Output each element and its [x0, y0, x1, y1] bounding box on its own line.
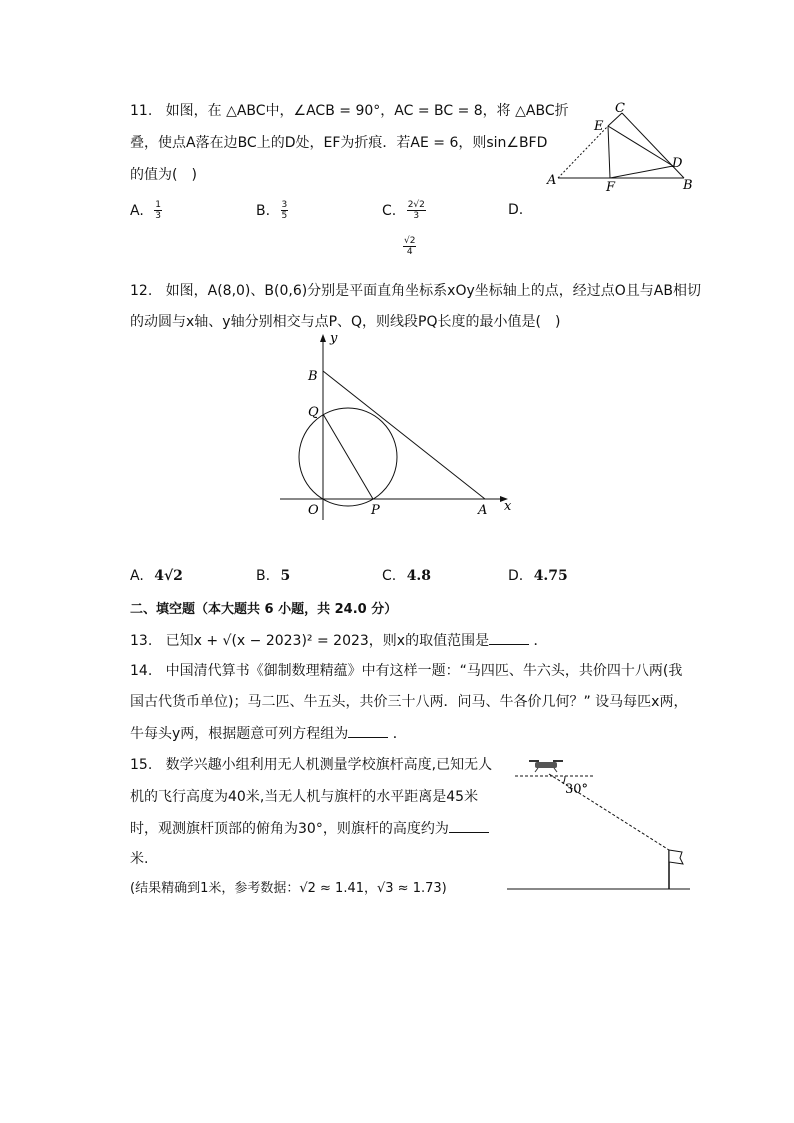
q13-number: 13.: [130, 633, 153, 649]
q12-label-x: x: [504, 499, 512, 514]
q12-label-o: O: [308, 503, 319, 518]
q11-option-a[interactable]: A. $\frac{1}{3}$: [130, 200, 161, 221]
q11-option-c[interactable]: C. $\frac{2√2}{3}$: [382, 200, 425, 221]
q12-option-b[interactable]: B. 5: [256, 568, 291, 584]
q11-label-f: F: [606, 180, 616, 195]
q12-text-2: 的动圆与x轴、y轴分别相交与点P、Q，则线段PQ长度的最小值是( ): [130, 314, 561, 330]
q12-option-b-value: 5: [280, 568, 291, 584]
q15-text-2: 机的飞行高度为40米,当无人机与旗杆的水平距离是45米: [130, 789, 479, 805]
q12-option-d-value: 4.75: [533, 568, 568, 584]
q15-angle-label: 30°: [565, 782, 589, 797]
q11-option-c-fraction: $\frac{2√2}{3}$: [407, 200, 425, 221]
q15-text-3: 时，观测旗杆顶部的俯角为30°，则旗杆的高度约为: [130, 821, 449, 837]
q15-line1: [130, 755, 492, 775]
q14-number: 14.: [130, 663, 153, 679]
q12-figure: [278, 330, 518, 520]
q14-text-2: 国古代货币单位)；马二匹、牛五头，共价三十八两．问马、牛各价几何？” 设马每匹x两，: [130, 694, 688, 710]
q11-label-b: B: [683, 178, 693, 193]
q15-answer-blank[interactable]: [449, 818, 489, 833]
q11-option-d[interactable]: D.: [508, 202, 524, 218]
q12-text-1: 如图，A(8,0)、B(0,6)分别是平面直角坐标系xOy坐标轴上的点，经过点O且与AB相切: [165, 283, 701, 299]
q12-line1: [130, 281, 701, 301]
q11-text-2: 叠，使点A落在边BC上的D处，EF为折痕．若AE = 6，则sin∠BFD: [130, 135, 548, 151]
q15-line3: [130, 818, 489, 839]
q12-label-y: y: [330, 331, 338, 346]
q12-label-b: B: [308, 369, 318, 384]
q11-label-a: A: [547, 173, 557, 188]
q11-label-d: D: [672, 156, 683, 171]
q12-option-c[interactable]: C. 4.8: [382, 568, 432, 584]
q12-option-a[interactable]: A. 4√2: [130, 568, 183, 584]
q15-number: 15.: [130, 757, 153, 773]
q14-line3: 牛每头y两，根据题意可列方程组为 ．: [130, 723, 407, 744]
q13-line: 13. 已知x + √(x − 2023)² = 2023，则x的取值范围是 ．: [130, 630, 548, 651]
q13-answer-blank[interactable]: [489, 630, 529, 645]
q11-line1: [130, 101, 569, 121]
q13-text: 已知x + √(x − 2023)² = 2023，则x的取值范围是: [165, 633, 490, 649]
drone-icon: [529, 761, 563, 772]
q11-text-3: 的值为( ): [130, 167, 197, 183]
q11-option-a-fraction: $\frac{1}{3}$: [155, 200, 161, 221]
q15-text-4: 米.: [130, 851, 149, 867]
q11-label-c: C: [615, 101, 625, 116]
q11-text-1: 如图，在 △ABC中，∠ACB = 90°，AC = BC = 8，将 △ABC折: [165, 103, 569, 119]
section-heading-fill-in: 二、填空题（本大题共 6 小题，共 24.0 分）: [130, 602, 398, 617]
q11-option-d-fraction: $\frac{√2}{4}$: [404, 236, 416, 257]
q15-text-5: (结果精确到1米，参考数据：√2 ≈ 1.41，√3 ≈ 1.73): [130, 881, 447, 896]
q12-option-d[interactable]: D. 4.75: [508, 568, 568, 584]
q14-line1: [130, 661, 682, 681]
q11-option-b-fraction: $\frac{3}{5}$: [281, 200, 288, 221]
q15-figure: [505, 752, 695, 897]
q14-answer-blank[interactable]: [348, 723, 388, 738]
q12-number: 12.: [130, 283, 153, 299]
q12-option-a-value: 4√2: [154, 568, 183, 584]
q12-option-c-value: 4.8: [406, 568, 432, 584]
q11-label-e: E: [594, 119, 604, 134]
q11-option-b[interactable]: B. $\frac{3}{5}$: [256, 200, 288, 221]
q12-label-q: Q: [308, 405, 319, 420]
q14-text-3: 牛每头y两，根据题意可列方程组为: [130, 726, 349, 742]
q11-figure: [540, 98, 700, 198]
q15-text-1: 数学兴趣小组利用无人机测量学校旗杆高度,已知无人: [165, 757, 493, 773]
q11-number: 11.: [130, 103, 153, 119]
q12-label-a: A: [478, 503, 488, 518]
q12-label-p: P: [371, 503, 380, 518]
q14-text-1: 中国清代算书《御制数理精蕴》中有这样一题：“马四匹、牛六头，共价四十八两(我: [165, 663, 683, 679]
q11-option-d-value: [403, 236, 416, 257]
flag-icon: [669, 850, 683, 864]
